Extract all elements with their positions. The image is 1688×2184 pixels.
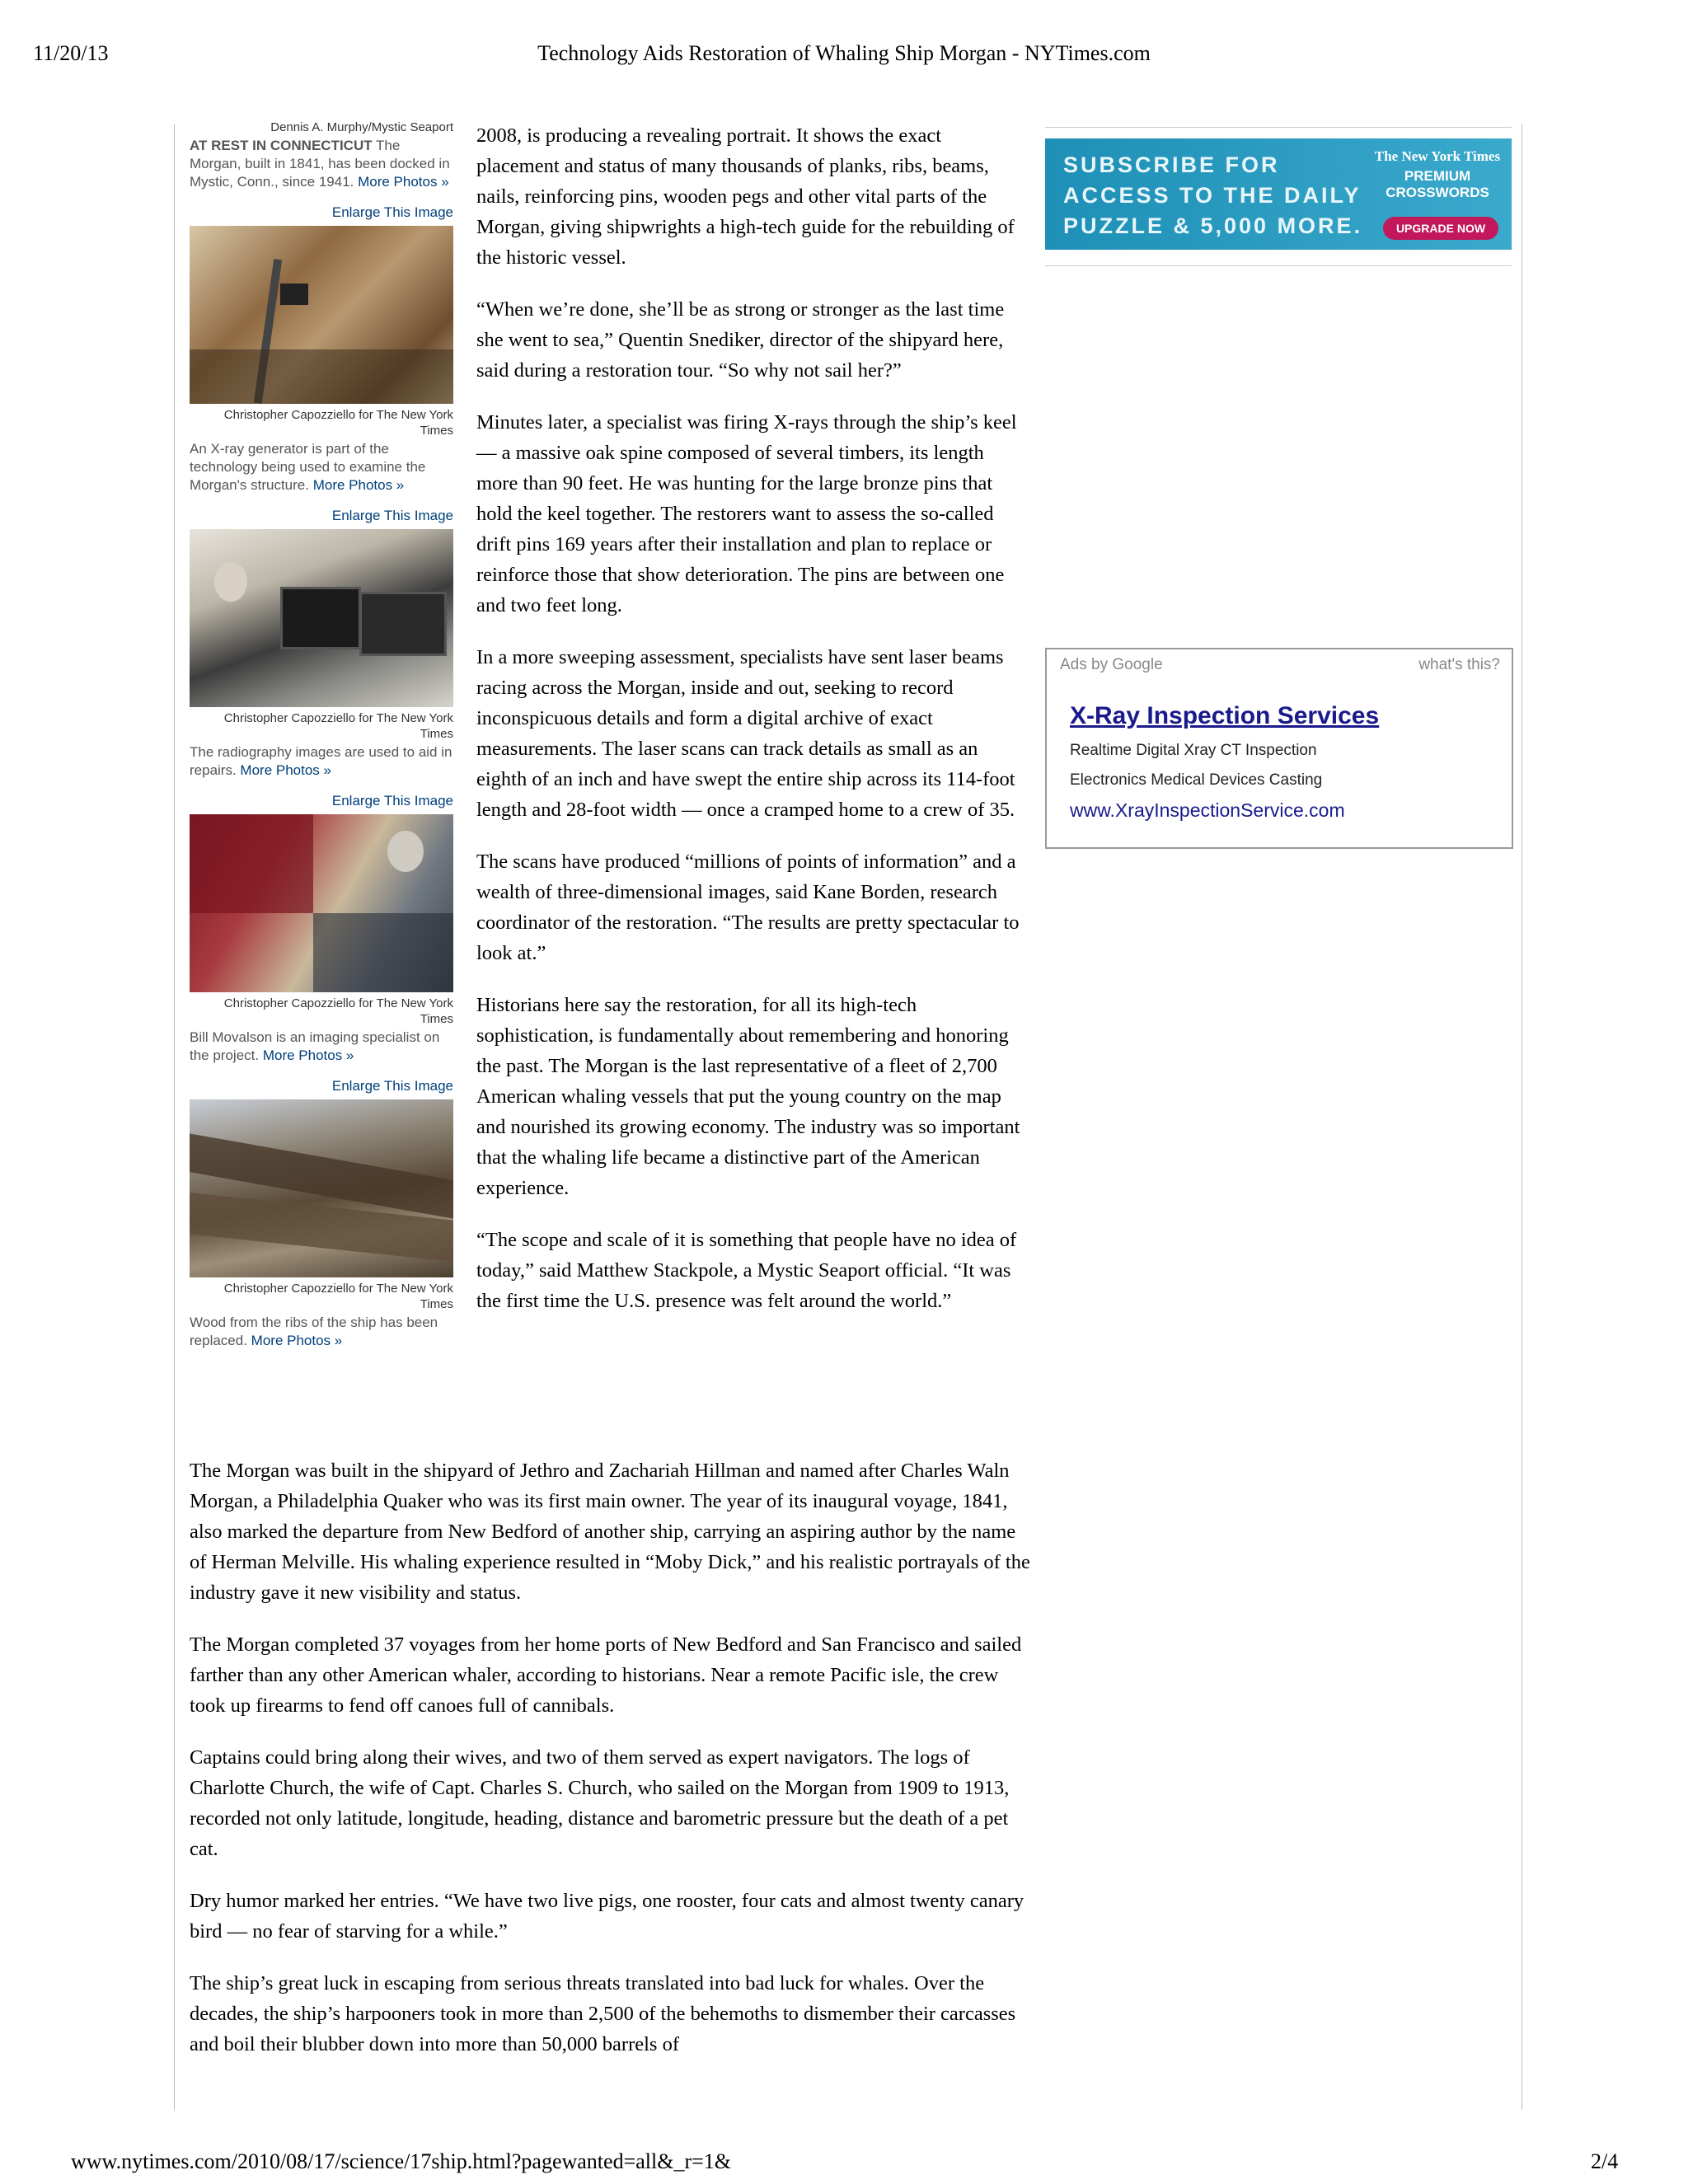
more-photos-link[interactable]: More Photos »: [251, 1333, 343, 1348]
print-title: Technology Aids Restoration of Whaling Ship Morgan - NYTimes.com: [537, 41, 1151, 65]
caption-text: An X-ray generator is part of the technology being used to examine the Morgan's structure.: [190, 441, 426, 493]
crosswords-label: CROSSWORDS: [1386, 185, 1489, 200]
photo-caption: [190, 1314, 453, 1350]
photo-credit: Dennis A. Murphy/Mystic Seaport: [270, 120, 453, 134]
left-divider: [174, 124, 175, 2110]
photo-radiography-screens[interactable]: [190, 529, 453, 707]
more-photos-link[interactable]: More Photos »: [240, 762, 331, 778]
photo-caption: [190, 1029, 453, 1065]
ad-line: SUBSCRIBE FOR: [1063, 152, 1280, 177]
photo-credit: Christopher Capozziello for The New York Times: [223, 996, 453, 1026]
article-paragraph: 2008, is producing a revealing portrait. It shows the exact placement and status of many thousands of planks, ribs, beams, nails, reinforcing pins, wooden pegs and other vital parts of the Morgan, giving shipwrights a high-tech guide for the rebuilding of the historic vessel.: [476, 124, 1015, 269]
print-header: [0, 41, 1688, 74]
print-date: 11/20/13: [33, 41, 109, 65]
ad-line: ACCESS TO THE DAILY: [1063, 183, 1362, 208]
nyt-logo: The New York Times: [1374, 148, 1501, 164]
print-url: www.nytimes.com/2010/08/17/science/17ship.html?pagewanted=all&_r=1&: [71, 2149, 731, 2173]
premium-crosswords-label: [1372, 168, 1503, 201]
more-photos-link[interactable]: More Photos »: [312, 477, 405, 493]
photo-ship-ribs-wood[interactable]: [190, 1099, 453, 1277]
photo-sidebar: [190, 120, 453, 1350]
article-paragraph: The Morgan completed 37 voyages from her home ports of New Bedford and San Francisco and sailed farther than any other American whaler, according to historians. Near a remote Pacific isle, the crew took up firearms to fend off canoes full of cannibals.: [190, 1633, 1022, 1717]
page-number: 2/4: [1591, 2149, 1619, 2173]
enlarge-image-link[interactable]: Enlarge This Image: [331, 1078, 453, 1094]
ad-description: Realtime Digital Xray CT Inspection: [1070, 742, 1317, 759]
caption-text: The radiography images are used to aid in repairs.: [190, 744, 452, 778]
photo-imaging-specialist[interactable]: [190, 814, 453, 992]
article-paragraph: Historians here say the restoration, for all its high-tech sophistication, is fundamentally about remembering and honoring the past. The Morgan is the last representative of a fleet of 2,700 American whaling vessels that put the young country on the map and nourished its growing economy. The industry was so important that the whaling life became a distinctive part of the American experience.: [476, 994, 1020, 1199]
article-paragraph: The ship’s great luck in escaping from serious threats translated into bad luck for whales. Over the decades, the ship’s harpooners took in more than 2,500 of the behemoths to dismember their carcasses and boil their blubber down into more than 50,000 barrels of: [190, 1972, 1016, 2055]
ad-title-link[interactable]: X-Ray Inspection Services: [1070, 702, 1380, 729]
photo-caption: [190, 440, 453, 494]
article-paragraph: Captains could bring along their wives, and two of them served as expert navigators. The logs of Charlotte Church, the wife of Capt. Charles S. Church, who sailed on the Morgan from 1909 to 1913, recorded not only latitude, longitude, heading, distance and barometric pressure but the death of a pet cat.: [190, 1746, 1010, 1860]
crosswords-ad-banner[interactable]: [1045, 138, 1512, 250]
ad-line: PUZZLE & 5,000 MORE.: [1063, 213, 1363, 238]
article-paragraph: “The scope and scale of it is something that people have no idea of today,” said Matthew Stackpole, a Mystic Seaport official. “It was the first time the U.S. presence was felt around the world.”: [476, 1229, 1017, 1312]
article-paragraph: The scans have produced “millions of points of information” and a wealth of three-dimensional images, said Kane Borden, research coordinator of the restoration. “The results are pretty spectacular to look at.”: [476, 851, 1020, 964]
photo-credit: Christopher Capozziello for The New York Times: [223, 711, 453, 741]
ads-by-google-label: Ads by Google: [1060, 656, 1163, 673]
upgrade-now-button[interactable]: UPGRADE NOW: [1383, 217, 1498, 240]
enlarge-image-link[interactable]: Enlarge This Image: [331, 204, 453, 220]
caption-text: The Morgan, built in 1841, has been docked in Mystic, Conn., since 1941.: [190, 138, 450, 190]
caption-heading: AT REST IN CONNECTICUT: [190, 138, 373, 153]
enlarge-image-link[interactable]: Enlarge This Image: [331, 508, 453, 523]
caption-text: Wood from the ribs of the ship has been replaced.: [190, 1315, 438, 1348]
ad-divider: [1045, 127, 1512, 128]
google-ads-box: [1045, 648, 1513, 849]
ad-banner-text: [1063, 150, 1362, 241]
article-paragraph: Minutes later, a specialist was firing X-rays through the ship’s keel — a massive oak spine composed of several timbers, its length more than 90 feet. He was hunting for the large bronze pins that hold the keel together. The restorers want to assess the so-called drift pins 169 years after their installation and plan to replace or reinforce those that show deterioration. The pins are between one and two feet long.: [476, 411, 1017, 616]
caption-text: Bill Movalson is an imaging specialist on the project.: [190, 1029, 440, 1063]
article-column: [476, 120, 1020, 1338]
premium-label: PREMIUM: [1404, 168, 1471, 184]
photo-xray-generator[interactable]: [190, 226, 453, 404]
photo-credit: Christopher Capozziello for The New York Times: [223, 408, 453, 438]
ad-url-link[interactable]: www.XrayInspectionService.com: [1070, 799, 1345, 821]
ad-description: Electronics Medical Devices Casting: [1070, 771, 1323, 789]
article-paragraph: Dry humor marked her entries. “We have two live pigs, one rooster, four cats and almost twenty canary bird — no fear of starving for a while.”: [190, 1890, 1025, 1943]
ad-divider: [1045, 265, 1512, 266]
photo-caption: [190, 137, 453, 191]
article-paragraph: In a more sweeping assessment, specialists have sent laser beams racing across the Morgan, inside and out, seeking to record inconspicuous details and form a digital archive of exact measurements. The laser scans can track details as small as an eighth of an inch and have swept the entire ship across its 114-foot length and 28-foot width — once a cramped home to a crew of 35.: [476, 646, 1015, 821]
article-full-width: [190, 1455, 1030, 2081]
more-photos-link[interactable]: More Photos »: [262, 1047, 354, 1063]
more-photos-link[interactable]: More Photos »: [358, 174, 449, 190]
photo-credit: Christopher Capozziello for The New York Times: [223, 1282, 453, 1311]
article-paragraph: “When we’re done, she’ll be as strong or stronger as the last time she went to sea,” Quentin Snediker, director of the shipyard here, said during a restoration tour. “So why not sail her?”: [476, 298, 1005, 382]
whats-this-link[interactable]: what's this?: [1418, 656, 1500, 673]
enlarge-image-link[interactable]: Enlarge This Image: [331, 793, 453, 808]
article-paragraph: The Morgan was built in the shipyard of Jethro and Zachariah Hillman and named after Charles Waln Morgan, a Philadelphia Quaker who was its first main owner. The year of its inaugural voyage, 1841, also marked the departure from New Bedford of another ship, carrying an aspiring author by the name of Herman Melville. His whaling experience resulted in “Moby Dick,” and his realistic portrayals of the industry gave it new visibility and status.: [190, 1460, 1030, 1604]
photo-caption: [190, 743, 453, 780]
